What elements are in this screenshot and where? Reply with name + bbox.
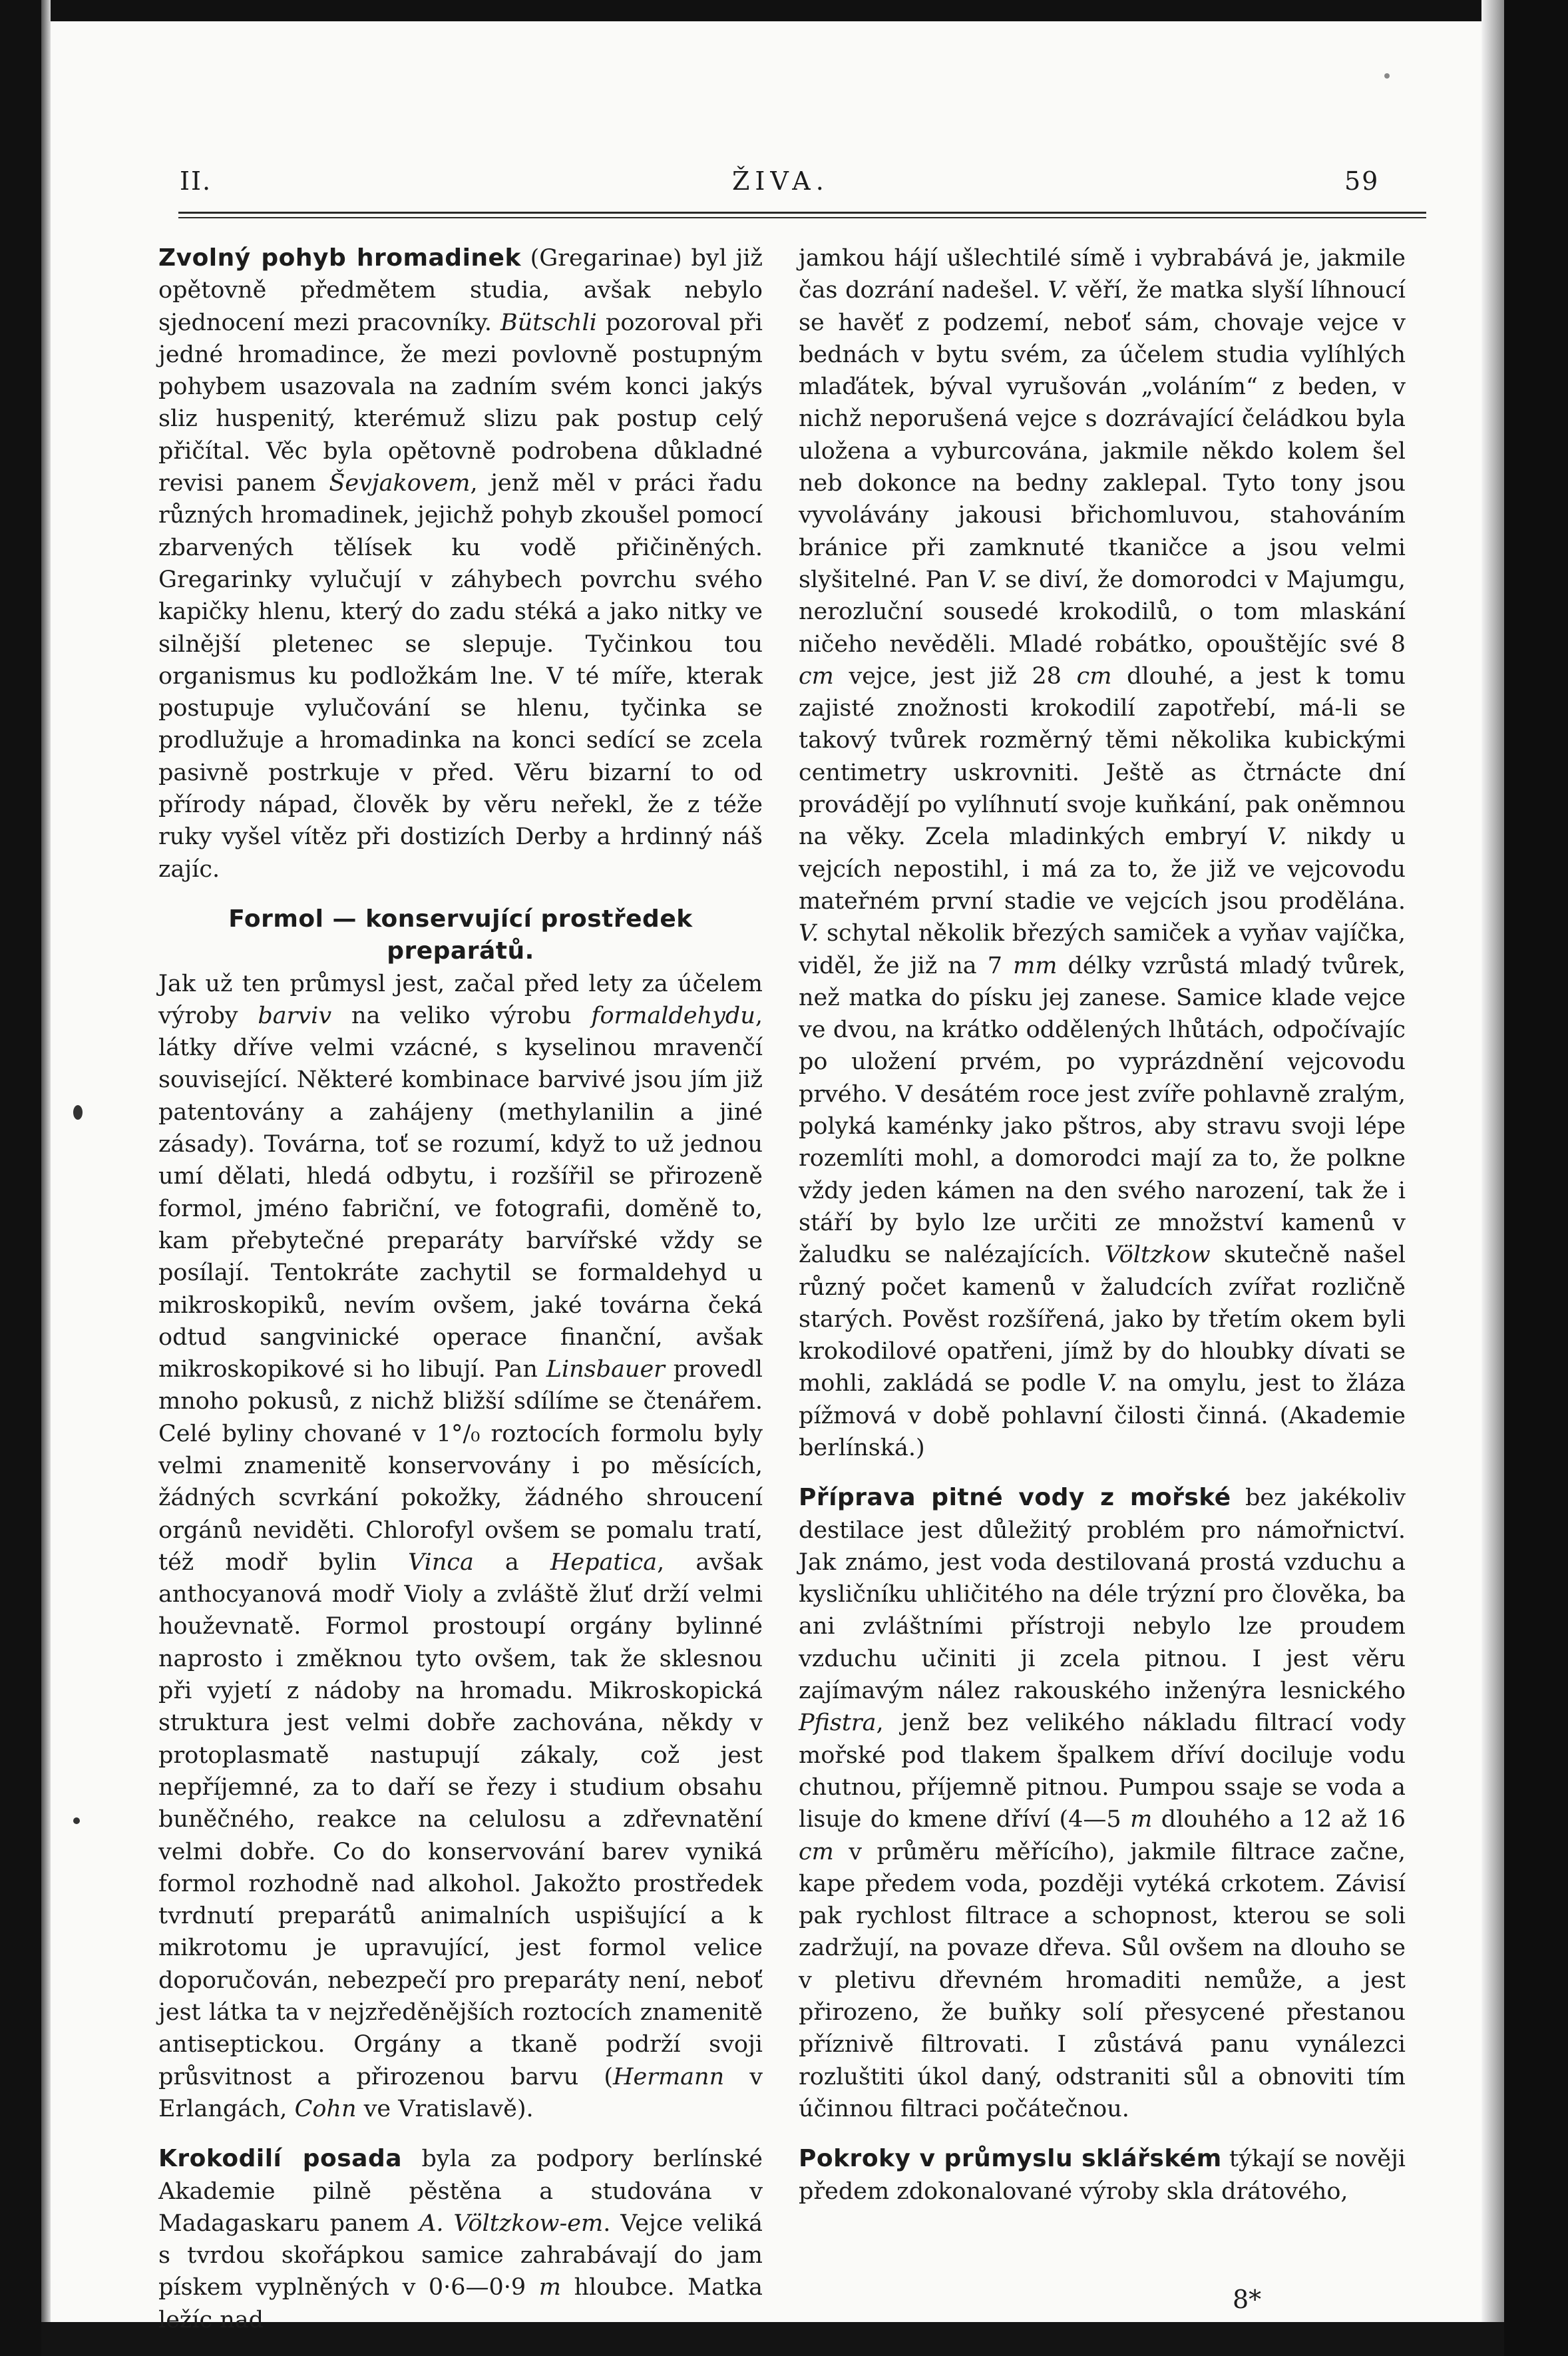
article-heading: Krokodilí posada (158, 2145, 403, 2173)
article-text: ve Vratislavě). (356, 2095, 534, 2122)
article-text: a (473, 1548, 550, 1576)
article-text: skutečně našel různý počet kamenů v žaludcích zvířat rozličně starých. Pověst rozšířená, jako by třetím okem byli krokodilové opatřeni, jímž by do hloubky dívati se mohli, zakládá se podle (799, 1242, 1406, 1397)
article-text: , jenž měl v práci řadu různých hromadinek, jejichž pohyb zkoušel pomocí zbarvených tělísek ku vodě přičiněných. Gregarinky vylučují v záhybech povrchu svého kapičky hlenu, který do zadu stéká a jako nitky ve silnější pletenec se slepuje. Tyčinkou tou organismus ku podložkám lne. V té míře, kterak postupuje vylučování se hlenu, tyčinka se prodlužuje a hromadinka na konci sedící se zcela pasivně postrkuje v před. Věru bizarní to od přírody nápad, člověk by věru neřekl, že z téže ruky vyšel vítěz při dostizích Derby a hrdinný náš zajíc. (158, 470, 763, 883)
article-text: . Vejce veliká s tvrdou skořápkou samice zahrabávají do jam pískem vyplněných v 0·6—0·9 (158, 2210, 763, 2301)
article-text: dlouhé, a jest k tomu zajisté znožnosti krokodilí zapotřebí, má-li se takový tvůrek rozměrný těmi několika kubickými centimetry uskrovniti. Ještě as čtrnácte dní provádějí po vylíhnutí svoje kuňkání, pak oněmnou na věky. Zcela mladinkých embryí (799, 662, 1406, 851)
right-column (799, 242, 1406, 2208)
article-text: schytal několik březých samiček a vyňav vajíčka, viděl, že již na 7 (799, 920, 1406, 979)
article-heading: Příprava pitné vody z mořské (799, 1484, 1231, 1512)
author-name: Linsbauer (546, 1356, 665, 1383)
article-text: Jak už ten průmysl jest, začal před lety za účelem výroby (158, 970, 763, 1029)
article-text: týkají se nověji předem zdokonalované výroby skla drátového, (799, 2146, 1406, 2205)
emphasis-term: formaldehydu (591, 1002, 755, 1029)
article-text: jamkou hájí ušlechtilé símě i vybrabává je, jakmile čas dozrání nadešel. (799, 245, 1406, 304)
unit-symbol: m (538, 2274, 561, 2301)
header-rule-top (178, 212, 1426, 214)
author-abbrev: V. (976, 566, 998, 593)
article-text: na omylu, jest to žláza pížmová v době pohlavní čilosti činná. (Akademie berlínská.) (799, 1370, 1406, 1461)
article-text: bez jakékoliv destilace jest důležitý problém pro námořnictví. Jak známo, jest voda destilovaná prostá vzduchu a kysličníku uhličitého na déle trýzní pro člověka, ba ani zvláštními přístroji nebylo lze proudem vzduchu učiniti ji zcela pitnou. I jest věru zajímavým nález rakouského inženýra lesnického (799, 1485, 1406, 1705)
header-page-number: 59 (1344, 166, 1380, 196)
scan-speck (1384, 73, 1390, 79)
article-heading: Formol — konservující prostředek preparátů. (228, 905, 693, 965)
unit-symbol: mm (1013, 952, 1058, 979)
article-text: pozoroval při jedné hromadince, že mezi povlovně postupným pohybem usazovala na zadním svém konci jakýs sliz huspenitý, kterémuž slizu pak postup celý přičítal. Věc byla opětovně podrobena důkladné revisi panem (158, 309, 763, 497)
author-abbrev: V. (1267, 824, 1287, 851)
article-heading: Zvolný pohyb hromadinek (158, 244, 521, 272)
plant-genus: Vinca (407, 1548, 474, 1576)
article-heading: Pokroky v průmyslu sklářském (799, 2145, 1222, 2173)
article-text: na veliko výrobu (331, 1002, 592, 1029)
unit-symbol: cm (799, 1838, 834, 1865)
author-abbrev: V. (1048, 277, 1068, 304)
unit-symbol: m (1130, 1806, 1153, 1833)
author-name: Pfistra (799, 1710, 877, 1737)
scan-page-edge (1481, 0, 1504, 2356)
left-column (158, 242, 763, 2336)
plant-genus: Hepatica (550, 1548, 658, 1576)
scan-speck (73, 1105, 83, 1120)
header-rule-bottom (178, 217, 1426, 218)
scan-border-top (27, 0, 1537, 21)
article-glass-industry (799, 2143, 1406, 2208)
article-text: nikdy u vejcích nepostihl, i má za to, že již ve vejcovodu mateřném první stadie ve vejcích jsou prodělána. (799, 824, 1406, 915)
author-abbrev: V. (1097, 1370, 1117, 1397)
author-name: A. Völtzkow-em (419, 2210, 604, 2237)
article-formol (158, 903, 763, 2125)
author-name: Bütschli (500, 309, 597, 336)
scan-border-right (1504, 0, 1568, 2356)
unit-symbol: cm (799, 662, 834, 690)
emphasis-term: barviv (258, 1002, 332, 1029)
article-gregarine-motion (158, 242, 763, 885)
article-text: hloubce. Matka ležíc nad (158, 2274, 763, 2333)
author-name: Völtzkow (1104, 1242, 1211, 1269)
article-text: , látky dříve velmi vzácné, s kyselinou mravenčí související. Některé kombinace barvivé jsou jím již patentovány a zahájeny (methylanilin a jiné zásady). Továrna, toť se rozumí, když to už jednou umí dělati, hledá odbytu, i rozšířil se přirozeně formol, jméno fabriční, ve fotografii, doměně to, kam přebytečné preparáty barvířské vždy se posílají. Tentokráte zachytil se formaldehyd u mikroskopiků, nevím ovšem, jaké továrna čeká odtud sangvinické operace finanční, avšak mikroskopikové si ho libují. Pan (158, 1002, 763, 1383)
scan-gutter-shadow (41, 0, 51, 2356)
article-crocodile-continued (799, 242, 1406, 1464)
author-name: Ševjakovem (329, 470, 471, 497)
article-text: , avšak anthocyanová modř Violy a zvláště žluť drží velmi houževnatě. Formol prostoupí orgány bylinné naprosto i změknou tyto ovšem, tak že sklesnou při vyjetí z nádoby na hromadu. Mikroskopická struktura jest velmi dobře zachována, někdy v protoplasmatě nastupují zákaly, což jest nepříjemné, za to daří se řezy i studium obsahu buněčného, reakce na celulosu a zdřevnatění velmi dobře. Co do konservování barev vyniká formol rozhodně nad alkohol. Jakožto prostředek tvrdnutí preparátů animalních uspišující a k mikrotomu je upravující, jest formol velice doporučován, nebezpečí pro preparáty není, neboť jest látka ta v nejzředěnějších roztocích znamenitě antiseptickou. Orgány a tkaně podrží svoji průsvitnost a přirozenou barvu ( (158, 1548, 763, 2090)
scan-speck (73, 1817, 80, 1824)
article-text: byla za podpory berlínské Akademie pilně pěstěna a studována v Madagaskaru panem (158, 2146, 763, 2237)
article-text: věří, že matka slyší líhnoucí se havěť z podzemí, neboť sám, chovaje vejce v bednách v bytu svém, za účelem studia vylíhlých mlaďátek, býval vyrušován „voláním“ z beden, v nichž neporušená vejce s dozrávající čeládkou byla uložena a vyburcována, jakmile někdo kolem šel neb dokonce na bedny zaklepal. Tyto tony jsou vyvolávány jakousi břichomluvou, stahováním bránice při zamknuté tkaničce a jsou velmi slyšitelné. Pan (799, 277, 1406, 593)
article-text: v Erlangách, (158, 2063, 763, 2122)
article-text: vejce, jest již 28 (833, 662, 1077, 690)
author-name: Cohn (294, 2095, 357, 2122)
author-name: Hermann (613, 2063, 725, 2090)
article-crocodile (158, 2143, 763, 2336)
article-text: se diví, že domorodci v Majumgu, nerozluční sousedé krokodilů, o tom mlaskání ničeho nevěděli. Mladé robátko, opouštějíc své 8 (799, 566, 1406, 658)
header-volume: II. (180, 166, 212, 196)
author-abbrev: V. (799, 920, 819, 947)
unit-symbol: cm (1076, 662, 1112, 690)
article-text: délky vzrůstá mladý tvůrek, než matka do písku jej zanese. Samice klade vejce ve dvou, na krátko oddělených lhůtách, odpočívajíc po uložení prvém, po vyprázdnění vejcovodu prvého. V desátém roce jest zvíře pohlavně zralým, polyká kaménky jako pštros, aby stravu svoji lépe rozemlíti mohl, a domorodci mají za to, že polkne vždy jeden kámen na den svého narození, tak že i stáří by bylo lze určiti ze množství kamenů v žaludku se nalézajících. (799, 952, 1406, 1269)
article-text: , jenž bez velikého nákladu filtrací vody mořské pod tlakem špalkem dříví dociluje vodu chutnou, příjemně pitnou. Pumpou ssaje se voda a lisuje do kmene dříví (4—5 (799, 1710, 1406, 1833)
header-journal-title: ŽIVA. (732, 166, 829, 196)
article-text: v průměru měřícího), jakmile filtrace začne, kape předem voda, později vytéká crkotem. Závisí pak rychlost filtrace a schopnost, kterou se soli zadržují, na povaze dřeva. Sůl ovšem na dlouho se v pletivu dřevném hromaditi nemůže, a jest přirozeno, že buňky solí přesycené přestanou příznivě filtrovati. I zůstává panu vynálezci rozluštiti úkol daný, odstraniti sůl a obnoviti tím účinnou filtraci počátečnou. (799, 1838, 1406, 2122)
article-text: (Gregarinae) byl již opětovně předmětem studia, avšak nebylo sjednocení mezi pracovníky. (158, 245, 763, 336)
article-text: dlouhého a 12 až 16 (1152, 1806, 1406, 1833)
article-text: provedl mnoho pokusů, z nichž bližší sdílíme se čtenářem. Celé byliny chované v 1°/₀ roztocích formolu byly velmi znamenitě konservovány i po měsících, žádných scvrkání pokožky, žádného shroucení orgánů neviděti. Chlorofyl ovšem se pomalu tratí, též modř bylin (158, 1356, 763, 1576)
scan-border-left (0, 0, 41, 2356)
article-drinking-water (799, 1482, 1406, 2125)
printer-signature-mark: 8* (1233, 2285, 1262, 2314)
